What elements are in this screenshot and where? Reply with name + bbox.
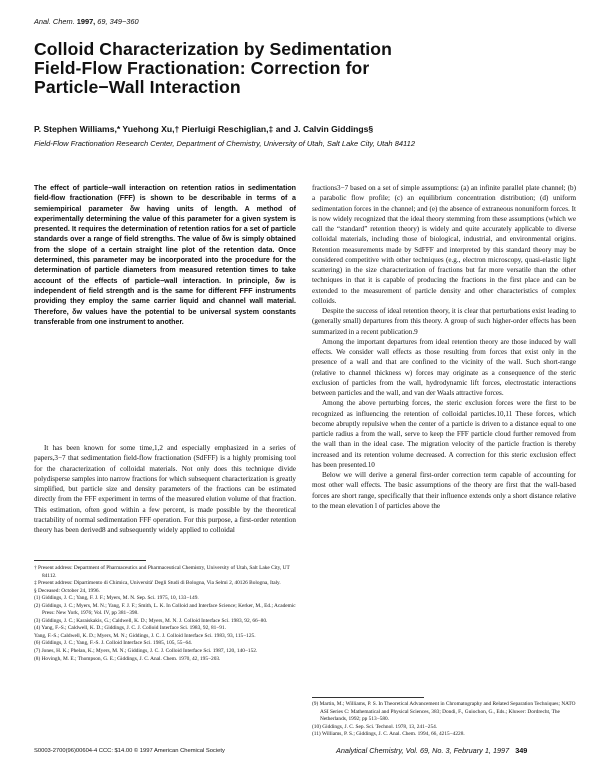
article-title bbox=[34, 40, 574, 98]
abstract-text: The effect of particle−wall interaction on retention ratios in sedimentation field-flow fractionation (FFF) is shown to be describable in terms of a semiempirical parameter δw having units of length. A method of experimentally determining the value of this parameter for a given system is presented. It requires the determination of retention ratios for a set of particle standards over a range of field strengths. The value of δw is simply obtained from the slope of a certain straight line plot of the retention data. Once determined, this parameter may be incorporated into the procedure for the determination of particle diameters from measured retention times to take account of the effects of particle−wall interaction. In principle, δw is independent of field strength and is the same for different FFF instruments providing they employ the same carrier liquid and channel wall material. Therefore, δw values have the potential to be universal system constants transferable from one instrument to another. bbox=[34, 184, 296, 326]
footnote: (11) Williams, P. S.; Giddings, J. C. Anal. Chem. 1994, 66, 4215−4228. bbox=[312, 731, 465, 738]
footnote: § Deceased: October 24, 1996. bbox=[34, 587, 100, 594]
footnote: Yang, F.-S.; Caldwell, K. D.; Myers, M. N.; Giddings, J. C. J. Colloid Interface Sci. 1983, 93, 115−125. bbox=[34, 632, 256, 639]
journal-year: 1997, bbox=[76, 17, 96, 26]
footnote-divider bbox=[312, 697, 424, 698]
abstract bbox=[34, 183, 296, 327]
title-line: Field-Flow Fractionation: Correction for bbox=[34, 58, 370, 79]
footnote: (4) Yang, F.-S.; Caldwell, K. D.; Giddings, J. C. J. Colloid Interface Sci. 1983, 92, 81−91. bbox=[34, 625, 226, 632]
affiliation: Field-Flow Fractionation Research Center, Department of Chemistry, University of Utah, Salt Lake City, Utah 84112 bbox=[34, 139, 415, 148]
body-paragraph: Below we will derive a general first-order correction term capable of accounting for most other wall effects. The basic assumptions of the theory are first that the wall-based forces are short range, specifically that their influence extends only a short distance relative to the mean elevation l of particles above the bbox=[312, 471, 576, 510]
footnote: (10) Giddings, J. C. Sep. Sci. Technol. 1978, 13, 241−254. bbox=[312, 723, 438, 730]
body-paragraph: It has been known for some time,1,2 and especially emphasized in a series of papers,3−7 that sedimentation field-flow fractionation (SdFFF) is a highly promising tool for the characterization of colloidal materials. Not only does this technique divide polydisperse samples into narrow fractions for which subsequent characterization is greatly simplified, but particle size and density parameters of the fractions can be estimated directly from the FFF experiment in terms of the measured elution volume of that fraction. This estimation, often good within a few percent, is made possible by the theoretical tractability of normal sedimentation FFF operation. For this purpose, a first-order retention theory has been derived8 and subsequently widely applied to colloidal bbox=[34, 444, 296, 534]
left-column-body bbox=[34, 443, 296, 535]
footnote: (1) Giddings, J. C.; Yang, F. J. F.; Myers, M. N. Sep. Sci. 1975, 10, 133−149. bbox=[34, 595, 199, 602]
page-number: 349 bbox=[515, 746, 528, 755]
title-line: Colloid Characterization by Sedimentation bbox=[34, 39, 392, 59]
title-line: Particle−Wall Interaction bbox=[34, 77, 241, 98]
body-paragraph: Among the above perturbing forces, the steric exclusion forces were the first to be recognized as influencing the retention of colloidal particles.10,11 These forces, which become abruptly repulsive when the center of a particle is driven to a distance equal to one particle radius a from the wall, serve to keep the FFF particle cloud further removed from the wall than in the ideal case. The migration velocity of the particle fraction is thereby increased and its retention volume decreased. A correction for this steric exclusion effect has been presented.10 bbox=[312, 399, 576, 469]
footnotes-right bbox=[312, 701, 576, 739]
footnote: (7) Jones, H. K.; Phelan, K.; Myers, M. N.; Giddings, J. C. J. Colloid Interface Sci. 1987, 120, 140−152. bbox=[34, 648, 258, 655]
footnote: (8) Hovingh, M. E.; Thompson, G. E.; Giddings, J. C. Anal. Chem. 1970, 42, 195−203. bbox=[34, 655, 221, 662]
journal-footer bbox=[336, 746, 527, 755]
footnote: (9) Martin, M.; Williams, P. S. In Theoretical Advancement in Chromatography and Related Separation Techniques; NATO ASI Series C: Mathematical and Physical Sciences, 383; Dondi, F., Guiochon, G., Eds.; Kluwer: Dordrecht, The Netherlands, 1992; pp 513−580. bbox=[312, 701, 576, 723]
footnote: ‡ Present address: Dipartimento di Chimica, Università' Degli Studi di Bologna, Via Selmi 2, 40126 Bologna, Italy. bbox=[34, 580, 281, 587]
author-list: P. Stephen Williams,* Yuehong Xu,† Pierluigi Reschiglian,‡ and J. Calvin Giddings§ bbox=[34, 124, 374, 134]
right-column-body bbox=[312, 183, 576, 511]
footnote-divider bbox=[34, 560, 146, 561]
footnote: (2) Giddings, J. C.; Myers, M. N.; Yang, F. J. F.; Smith, L. K. In Colloid and Interface Science; Kerker, M., Ed.; Academic Press: New York, 1976; Vol. IV, pp 381−398. bbox=[34, 602, 296, 617]
footnote: † Present address: Department of Pharmaceutics and Pharmaceutical Chemistry, University of Utah, Salt Lake City, UT 84112. bbox=[34, 565, 290, 579]
journal-name: Anal. Chem. bbox=[34, 17, 75, 26]
journal-header bbox=[34, 17, 139, 26]
copyright-line: S0003-2700(96)00604-4 CCC: $14.00 © 1997 American Chemical Society bbox=[34, 748, 225, 754]
body-paragraph: Among the important departures from ideal retention theory are those induced by wall effects. We consider wall effects as those resulting from forces that exist only in the presence of a wall and that are confined to the vicinity of the wall. Such short-range (relative to channel thickness w) forces may originate as a consequence of the steric exclusion of particles from the wall, hydrodynamic lift forces, electrostatic interactions between particles and the wall, and van der Waals attractive forces. bbox=[312, 337, 576, 397]
journal-volume-pages: 69, 349−360 bbox=[97, 17, 139, 26]
journal-citation: Analytical Chemistry, Vol. 69, No. 3, February 1, 1997 bbox=[336, 746, 510, 755]
body-paragraph: Despite the success of ideal retention theory, it is clear that perturbations exist leading to (generally small) departures from this theory. A group of such higher-order effects has been summarized in a recent publication.9 bbox=[312, 307, 576, 336]
footnote: (3) Giddings, J. C.; Karaiskakis, G.; Caldwell, K. D.; Myers, M. N. J. Colloid Interface Sci. 1983, 92, 66−80. bbox=[34, 617, 268, 624]
footnote: (6) Giddings, J. C.; Yang, F.-S. J. Colloid Interface Sci. 1985, 105, 55−64. bbox=[34, 640, 193, 647]
body-paragraph: fractions3−7 based on a set of simple assumptions: (a) an infinite parallel plate channel; (b) a parabolic flow profile; (c) an equilibrium concentration distribution; (d) uniform sedimentation forces in the channel; and (e) the absence of extraneous nonuniform forces. It is now widely recognized that the ideal theory stemming from these assumptions (which we call the “standard” retention theory) is widely and quite accurately applicable to diverse colloidal materials, including those of biological, industrial, and environmental origins. Retention measurements made by SdFFF and interpreted by this standard theory may be considered competitive with other techniques (e.g., electron microscopy, quasi-elastic light scattering) in the size characterization of fractions but far more versatile than the other techniques in that it is capable of producing the fractions in the first place and can be extended to the measurement of particle density and other characteristics of complex colloids. bbox=[312, 184, 576, 305]
footnotes-left bbox=[34, 565, 296, 663]
